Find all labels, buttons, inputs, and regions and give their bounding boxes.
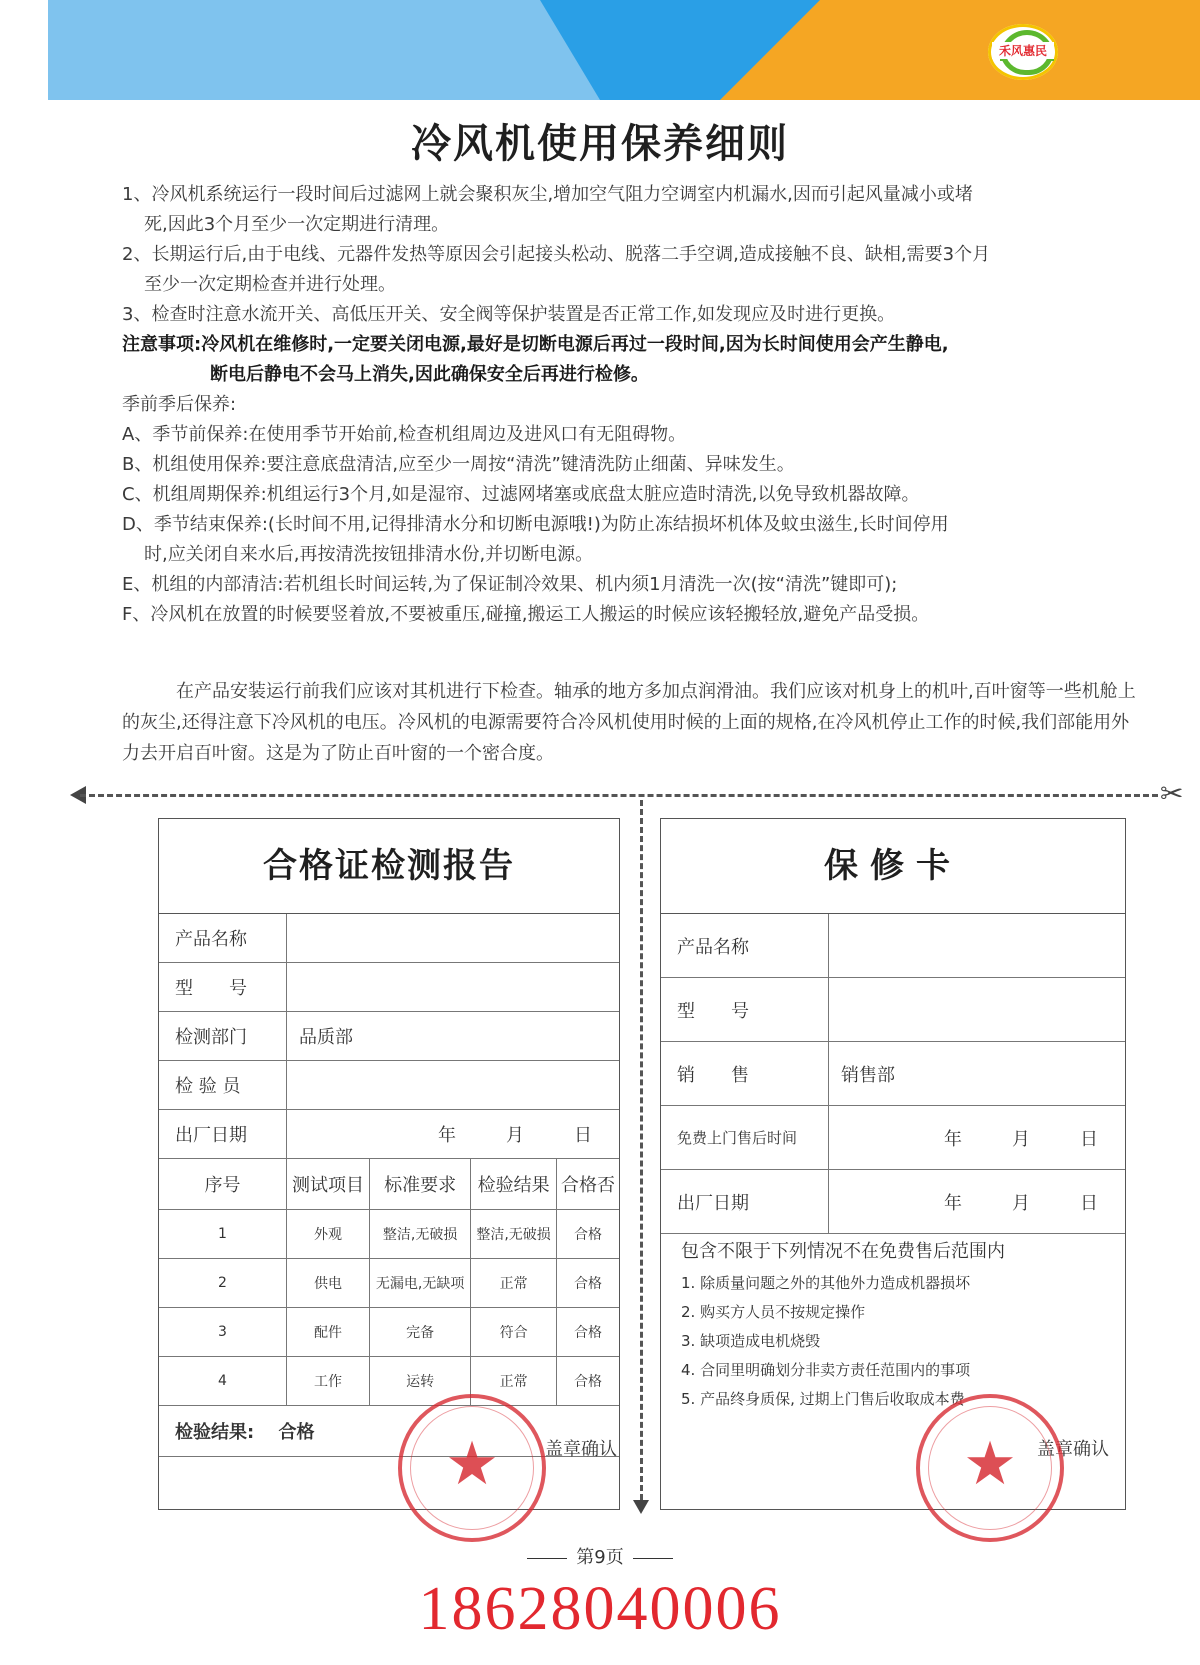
warranty-free-day: 日: [1080, 1128, 1098, 1150]
report-cell: 配件: [287, 1308, 370, 1357]
warranty-month: 月: [1012, 1192, 1030, 1214]
warranty-product-name-value[interactable]: [829, 914, 1126, 978]
warranty-exclusions: [681, 1237, 1101, 1414]
report-result-value: 合格: [278, 1422, 315, 1443]
report-cell: 4: [159, 1357, 287, 1406]
report-inspector-value[interactable]: [287, 1061, 620, 1110]
cut-line-horizontal: [80, 794, 1158, 797]
report-header-row: [159, 1159, 619, 1210]
warranty-table: [661, 914, 1125, 1234]
star-icon: ★: [963, 1429, 1017, 1499]
season-item-d-line-1: D、季节结束保养:(长时间不用,记得排清水分和切断电源哦!)为防止冻结损坏机体及蚊虫滋生,长时间停用: [122, 514, 949, 535]
list-item: 2. 购买方人员不按规定操作: [681, 1303, 866, 1321]
warranty-date-value: [829, 1170, 1126, 1234]
report-header: 检验结果: [471, 1159, 557, 1210]
report-cell: 供电: [287, 1259, 370, 1308]
scissors-icon: ✂: [1160, 777, 1184, 810]
report-month: 月: [506, 1125, 524, 1146]
report-cell: 运转: [370, 1357, 471, 1406]
report-row-dept: [159, 1012, 619, 1061]
warranty-sales-label: 销 售: [661, 1042, 829, 1106]
report-cell: 合格: [556, 1259, 619, 1308]
report-header: 合格否: [556, 1159, 619, 1210]
dash-left: [527, 1558, 567, 1559]
report-header: 序号: [159, 1159, 287, 1210]
list-item: 5. 产品终身质保, 过期上门售后收取成本费: [681, 1390, 965, 1408]
rule-2-line-2: 至少一次定期检查并进行处理。: [144, 274, 396, 295]
warranty-title: 保修卡: [661, 819, 1125, 914]
report-day: 日: [574, 1125, 592, 1146]
report-header: 测试项目: [287, 1159, 370, 1210]
report-model-value[interactable]: [287, 963, 620, 1012]
list-item: 4. 合同里明确划分非卖方责任范围内的事项: [681, 1361, 971, 1379]
warranty-model-label: 型 号: [661, 978, 829, 1042]
warranty-card: [660, 818, 1126, 1510]
report-dept-label: 检测部门: [159, 1012, 287, 1061]
report-title: 合格证检测报告: [159, 819, 619, 914]
list-item: 1. 除质量问题之外的其他外力造成机器损坏: [681, 1274, 971, 1292]
report-stamp-row: [159, 1457, 619, 1549]
report-row-inspector: [159, 1061, 619, 1110]
warranty-year: 年: [944, 1192, 962, 1214]
report-cell: 合格: [556, 1308, 619, 1357]
season-item-c: C、机组周期保养:机组运行3个月,如是湿帘、过滤网堵塞或底盘太脏应造时清洗,以免导致机器故障。: [122, 484, 920, 505]
table-row: [159, 1210, 619, 1259]
list-item: 3. 缺项造成电机烧毁: [681, 1332, 821, 1350]
page-number-text: 第9页: [576, 1547, 624, 1568]
report-inspector-label: 检 验 员: [159, 1061, 287, 1110]
report-header: 标准要求: [370, 1159, 471, 1210]
report-date-label: 出厂日期: [159, 1110, 287, 1159]
brand-logo: [988, 24, 1058, 80]
notice-line-1: 注意事项:冷风机在维修时,一定要关闭电源,最好是切断电源后再过一段时间,因为长时间使用会产生静电,: [122, 334, 949, 355]
table-row: [159, 1308, 619, 1357]
report-row-model: [159, 963, 619, 1012]
warranty-free-service-value: [829, 1106, 1126, 1170]
warranty-free-year: 年: [944, 1128, 962, 1150]
inspection-report-card: [158, 818, 620, 1510]
warranty-product-name-label: 产品名称: [661, 914, 829, 978]
report-model-label: 型 号: [159, 963, 287, 1012]
season-item-f: F、冷风机在放置的时候要竖着放,不要被重压,碰撞,搬运工人搬运的时候应该轻搬轻放,避免产品受损。: [122, 604, 930, 625]
table-row: [159, 1357, 619, 1406]
season-item-e: E、机组的内部清洁:若机组长时间运转,为了保证制冷效果、机内须1月清洗一次(按“清洗”键即可);: [122, 574, 898, 595]
report-cell: 合格: [556, 1210, 619, 1259]
warranty-free-service-label: 免费上门售后时间: [661, 1106, 829, 1170]
maintenance-rules: [122, 180, 1140, 630]
warranty-row-sales: [661, 1042, 1125, 1106]
arrow-down-icon: [633, 1500, 649, 1514]
report-cell: 整洁,无破损: [370, 1210, 471, 1259]
report-product-name-value[interactable]: [287, 914, 620, 963]
report-cell: 符合: [471, 1308, 557, 1357]
notice-line-2: 断电后静电不会马上消失,因此确保安全后再进行检修。: [210, 364, 649, 385]
exclusions-title: 包含不限于下列情况不在免费售后范围内: [681, 1241, 1005, 1262]
report-row-product-name: [159, 914, 619, 963]
page-title: 冷风机使用保养细则: [411, 121, 789, 167]
rule-2-line-1: 2、长期运行后,由于电线、元器件发热等原因会引起接头松动、脱落二手空调,造成接触不良、缺相,需要3个月: [122, 244, 991, 265]
warranty-model-value[interactable]: [829, 978, 1126, 1042]
report-seal-confirm: 盖章确认: [545, 1439, 617, 1460]
intro-paragraph: 在产品安装运行前我们应该对其机进行下检查。轴承的地方多加点润滑油。我们应该对机身上的机叶,百叶窗等一些机舱上的灰尘,还得注意下冷风机的电压。冷风机的电源需要符合冷风机使用时候的上面的规格,在冷风机停止工作的时候,我们部能用外力去开启百叶窗。这是为了防止百叶窗的一个密合度。: [122, 681, 1136, 764]
rule-1-line-2: 死,因此3个月至少一次定期进行清理。: [144, 214, 450, 235]
report-cell: 完备: [370, 1308, 471, 1357]
season-item-b: B、机组使用保养:要注意底盘清洁,应至少一周按“清洗”键清洗防止细菌、异味发生。: [122, 454, 795, 475]
cut-line-vertical: [640, 800, 643, 1500]
report-cell: 外观: [287, 1210, 370, 1259]
warranty-free-month: 月: [1012, 1128, 1030, 1150]
report-cell: 正常: [471, 1357, 557, 1406]
warranty-row-product-name: [661, 914, 1125, 978]
table-row: [159, 1259, 619, 1308]
report-cell: 2: [159, 1259, 287, 1308]
company-seal-right: [916, 1394, 1064, 1542]
report-cell: 3: [159, 1308, 287, 1357]
season-item-d-line-2: 时,应关闭自来水后,再按清洗按钮排清水份,并切断电源。: [144, 544, 594, 565]
report-cell: 正常: [471, 1259, 557, 1308]
report-dept-value: 品质部: [287, 1012, 620, 1061]
dash-right: [633, 1558, 673, 1559]
report-result-label: 检验结果:: [175, 1422, 255, 1443]
page-number: [0, 1543, 1200, 1569]
warranty-day: 日: [1080, 1192, 1098, 1214]
phone-number: 18628040006: [418, 1575, 782, 1643]
report-cell: 合格: [556, 1357, 619, 1406]
report-cell: 1: [159, 1210, 287, 1259]
report-stamp-area: [159, 1457, 619, 1549]
rule-1-line-1: 1、冷风机系统运行一段时间后过滤网上就会聚积灰尘,增加空气阻力空调室内机漏水,因而引起风量减小或堵: [122, 184, 973, 205]
report-date-value: [287, 1110, 620, 1159]
warranty-row-model: [661, 978, 1125, 1042]
report-cell: 整洁,无破损: [471, 1210, 557, 1259]
season-item-a: A、季节前保养:在使用季节开始前,检查机组周边及进风口有无阻碍物。: [122, 424, 687, 445]
report-year: 年: [438, 1125, 456, 1146]
warranty-seal-confirm: 盖章确认: [1037, 1439, 1109, 1460]
report-row-date: [159, 1110, 619, 1159]
brand-logo-text: 禾风惠民: [992, 42, 1054, 59]
report-cell: 无漏电,无缺项: [370, 1259, 471, 1308]
report-product-name-label: 产品名称: [159, 914, 287, 963]
star-icon: ★: [445, 1429, 499, 1499]
rule-3: 3、检查时注意水流开关、高低压开关、安全阀等保护装置是否正常工作,如发现应及时进行更换。: [122, 304, 896, 325]
warranty-row-free-service: [661, 1106, 1125, 1170]
company-seal-left: [398, 1394, 546, 1542]
warranty-date-label: 出厂日期: [661, 1170, 829, 1234]
warranty-row-date: [661, 1170, 1125, 1234]
report-cell: 工作: [287, 1357, 370, 1406]
season-heading: 季前季后保养:: [122, 394, 237, 415]
warranty-sales-value: 销售部: [829, 1042, 1126, 1106]
